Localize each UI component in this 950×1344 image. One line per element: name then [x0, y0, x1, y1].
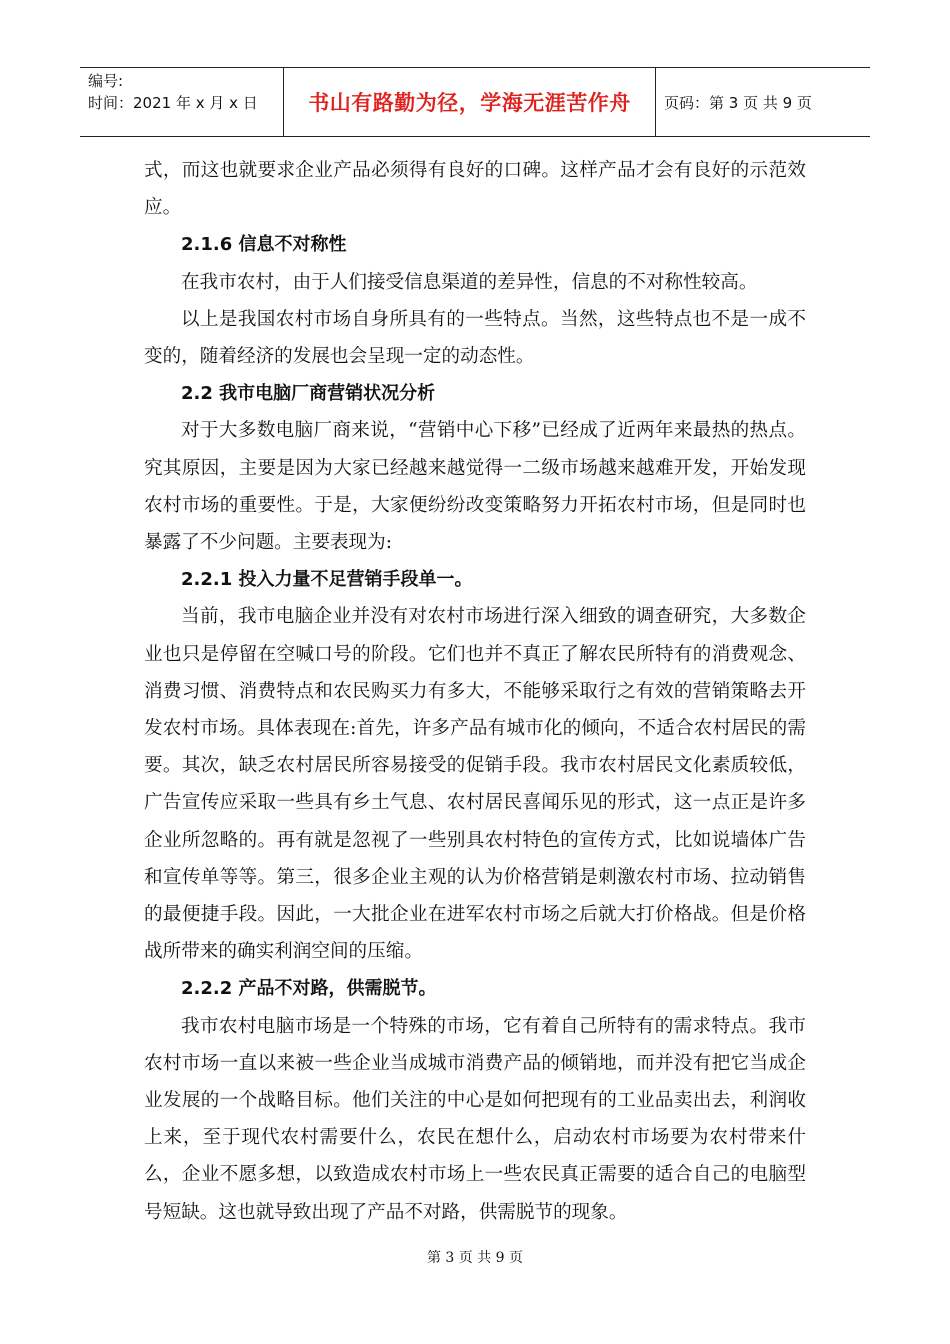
footer-page-number: 第 3 页 共 9 页	[426, 1250, 524, 1266]
body-paragraph: 当前，我市电脑企业并没有对农村市场进行深入细致的调查研究，大多数企业也只是停留在空喊口号的阶段。它们也并不真正了解农民所特有的消费观念、消费习惯、消费特点和农民购买力有多大，不能够采取行之有效的营销策略去开发农村市场。具体表现在:首先，许多产品有城市化的倾向，不适合农村居民的需要。其次，缺乏农村居民所容易接受的促销手段。我市农村居民文化素质较低，广告宣传应采取一些具有乡土气息、农村居民喜闻乐见的形式，这一点正是许多企业所忽略的。再有就是忽视了一些别具农村特色的宣传方式，比如说墙体广告和宣传单等等。第三，很多企业主观的认为价格营销是刺激农村市场、拉动销售的最便捷手段。因此，一大批企业在进军农村市场之后就大打价格战。但是价格战所带来的确实利润空间的压缩。	[144, 606, 806, 963]
section-heading: 2.2.2 产品不对路，供需脱节。	[181, 978, 437, 1000]
body-paragraph: 在我市农村，由于人们接受信息渠道的差异性，信息的不对称性较高。	[181, 271, 758, 293]
section-heading: 2.1.6 信息不对称性	[181, 234, 347, 256]
body-paragraph: 式，而这也就要求企业产品必须得有良好的口碑。这样产品才会有良好的示范效应。	[144, 160, 806, 219]
section-heading: 2.2.1 投入力量不足营销手段单一。	[181, 569, 473, 591]
header-meta	[80, 68, 284, 136]
header-motto-cell	[284, 68, 656, 136]
page-header	[80, 67, 870, 137]
document-body	[144, 152, 806, 1231]
body-paragraph: 我市农村电脑市场是一个特殊的市场，它有着自己所特有的需求特点。我市农村市场一直以来被一些企业当成城市消费产品的倾销地，而并没有把它当成企业发展的一个战略目标。他们关注的中心是如何把现有的工业品卖出去，利润收上来，至于现代农村需要什么，农民在想什么，启动农村市场要为农村带来什么，企业不愿多想，以致造成农村市场上一些农民真正需要的适合自己的电脑型号短缺。这也就导致出现了产品不对路，供需脱节的现象。	[144, 1015, 806, 1223]
body-paragraph: 对于大多数电脑厂商来说，“营销中心下移”已经成了近两年来最热的热点。究其原因，主要是因为大家已经越来越觉得一二级市场越来越难开发，开始发现农村市场的重要性。于是，大家便纷纷改变策略努力开拓农村市场，但是同时也暴露了不少问题。主要表现为:	[144, 420, 806, 554]
section-heading: 2.2 我市电脑厂商营销状况分析	[181, 383, 436, 405]
motto-text: 书山有路勤为径，学海无涯苦作舟	[308, 91, 631, 115]
header-page-code: 页码：第 3 页 共 9 页	[664, 93, 812, 112]
document-date-label: 时间：2021 年 x 月 x 日	[88, 94, 258, 112]
page-footer	[0, 1247, 950, 1267]
body-paragraph: 以上是我国农村市场自身所具有的一些特点。当然，这些特点也不是一成不变的，随着经济的发展也会呈现一定的动态性。	[144, 308, 806, 368]
document-number-label: 编号:	[88, 72, 124, 90]
header-page-cell	[656, 68, 870, 136]
